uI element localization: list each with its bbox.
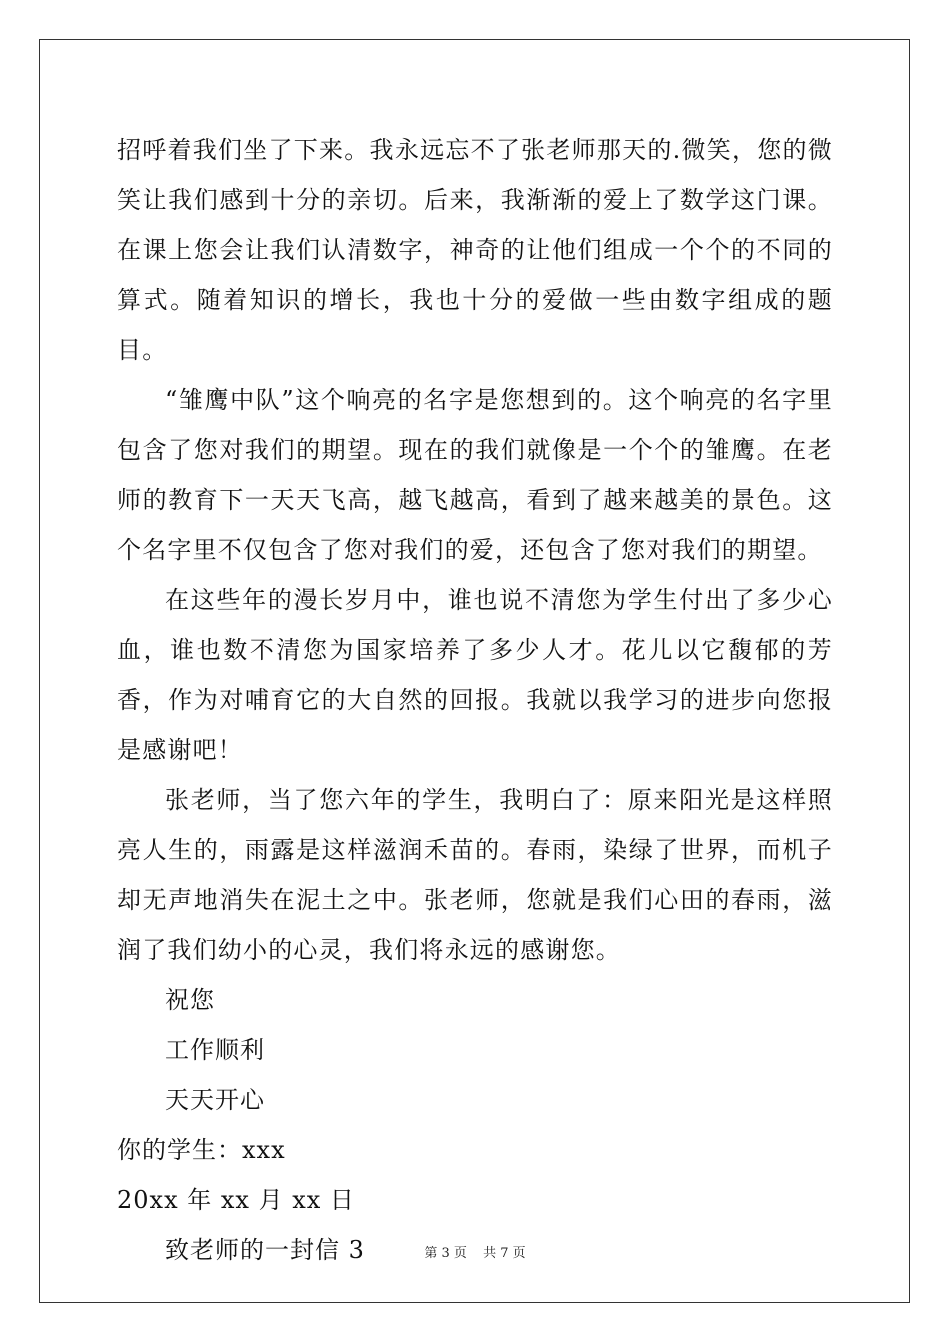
paragraph-3: 在这些年的漫长岁月中，谁也说不清您为学生付出了多少心血，谁也数不清您为国家培养了多少人才。花儿以它馥郁的芳香，作为对哺育它的大自然的回报。我就以我学习的进步向您报是感谢吧！ — [117, 586, 833, 764]
signature: 你的学生：xxx — [117, 1136, 286, 1164]
paragraph-1: 招呼着我们坐了下来。我永远忘不了张老师那天的.微笑，您的微笑让我们感到十分的亲切。后来，我渐渐的爱上了数学这门课。在课上您会让我们认清数字，神奇的让他们组成一个个的不同的算式。随着知识的增长，我也十分的爱做一些由数字组成的题目。 — [117, 136, 833, 364]
page-footer — [0, 1245, 950, 1263]
closing-wish-line-2: 天天开心 — [165, 1086, 265, 1114]
page-total: 共 7 页 — [483, 1246, 526, 1261]
date: 20xx 年 xx 月 xx 日 — [117, 1186, 355, 1214]
closing-wish: 祝您 — [165, 986, 215, 1014]
letter-body — [117, 125, 833, 1275]
next-letter-title: 致老师的一封信 3 — [165, 1236, 365, 1264]
page-number: 第 3 页 — [424, 1246, 467, 1261]
paragraph-2: “雏鹰中队”这个响亮的名字是您想到的。这个响亮的名字里包含了您对我们的期望。现在的我们就像是一个个的雏鹰。在老师的教育下一天天飞高，越飞越高，看到了越来越美的景色。这个名字里不仅包含了您对我们的爱，还包含了您对我们的期望。 — [117, 386, 833, 564]
paragraph-4: 张老师，当了您六年的学生，我明白了：原来阳光是这样照亮人生的，雨露是这样滋润禾苗的。春雨，染绿了世界，而机子却无声地消失在泥土之中。张老师，您就是我们心田的春雨，滋润了我们幼小的心灵，我们将永远的感谢您。 — [117, 786, 833, 964]
closing-wish-line-1: 工作顺利 — [165, 1036, 265, 1064]
